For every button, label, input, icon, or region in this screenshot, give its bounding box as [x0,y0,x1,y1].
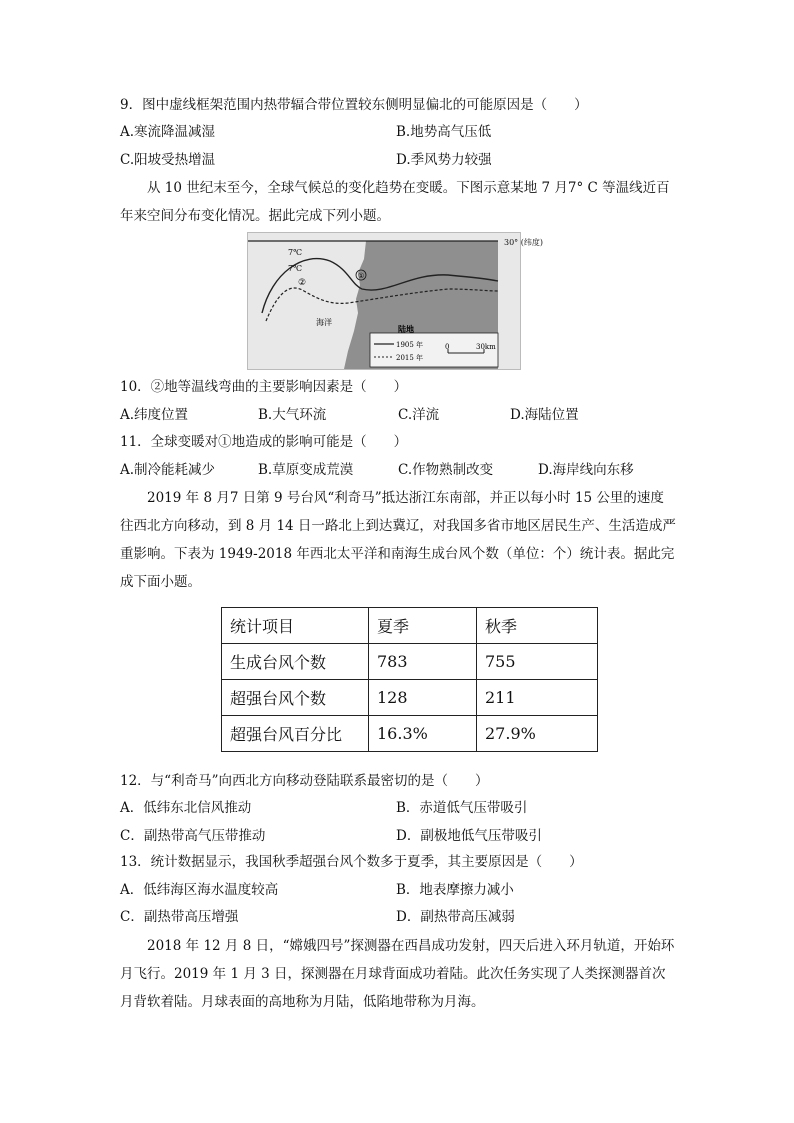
passage-typhoon: 2019 年 8 月7 日第 9 号台风“利奇马”抵达浙江东南部，并正以每小时 15 公里的速度往西北方向移动，到 8 月 14 日一路北上到达冀辽，对我国多省市地区居民生产、生活造成严重影响。下表为 1949-2018 年西北太平洋和南海生成台风个数（单位：个）统计表。据此完成下面小题。 [120,490,676,590]
table-cell: 超强台风个数 [222,680,369,716]
question-9-option-a[interactable]: A.寒流降温减湿 [120,124,216,140]
question-13-option-b[interactable]: B．地表摩擦力减小 [396,882,514,898]
table-header-cell: 秋季 [477,608,598,644]
typhoon-stats-table [221,607,598,752]
question-12-option-b[interactable]: B．赤道低气压带吸引 [396,800,528,816]
question-11-option-b[interactable]: B.草原变成荒漠 [258,462,354,478]
table-header-cell: 统计项目 [222,608,369,644]
scale-zero-label: 0 [445,343,450,351]
table-cell: 755 [477,644,598,680]
question-10-option-c[interactable]: C.洋流 [398,407,440,423]
isotherm-map [248,233,543,369]
question-10-stem: 10．②地等温线弯曲的主要影响因素是（ ） [120,379,408,395]
land-label: 陆地 [398,324,414,334]
table-row [222,644,598,680]
question-11-option-a[interactable]: A.制冷能耗减少 [120,462,216,478]
question-9-option-c[interactable]: C.阳坡受热增温 [120,152,216,168]
table-cell: 211 [477,680,598,716]
point-2-label: ② [298,278,307,288]
passage-change4: 2018 年 12 月 8 日，“嫦娥四号”探测器在西昌成功发射，四天后进入环月轨道，开始环月飞行。2019 年 1 月 3 日，探测器在月球背面成功着陆。此次任务实现了人类探测器首次月背软着陆。月球表面的高地称为月陆，低陷地带称为月海。 [120,938,675,1010]
table-header-row [222,608,598,644]
scale-end-label: 30km [476,343,496,351]
table-row [222,680,598,716]
question-13-option-d[interactable]: D．副热带高压减弱 [396,909,515,925]
table-cell: 超强台风百分比 [222,716,369,752]
legend-2015-label: 2015 年 [396,354,424,362]
table-header-cell: 夏季 [369,608,477,644]
question-11-option-c[interactable]: C.作物熟制改变 [398,462,494,478]
question-9-stem: 9．图中虚线框架范围内热带辐合带位置较东侧明显偏北的可能原因是（ ） [120,97,588,113]
question-12-stem: 12．与“利奇马”向西北方向移动登陆联系最密切的是（ ） [120,773,489,789]
passage-climate: 从 10 世纪末至今，全球气候总的变化趋势在变暖。下图示意某地 7 月7° C 等温线近百年来空间分布变化情况。据此完成下列小题。 [120,180,670,224]
ocean-label: 海洋 [316,318,332,327]
question-12-option-d[interactable]: D．副极地低气压带吸引 [396,828,542,844]
isotherm-2015-label: 7℃ [288,264,303,273]
point-1-label: ① [358,272,365,280]
table-cell: 27.9% [477,716,598,752]
question-13-stem: 13．统计数据显示，我国秋季超强台风个数多于夏季，其主要原因是（ ） [120,854,583,870]
question-9-option-d[interactable]: D.季风势力较强 [396,152,492,168]
question-9-option-b[interactable]: B.地势高气压低 [396,124,492,140]
question-10-option-b[interactable]: B.大气环流 [258,407,327,423]
table-row [222,716,598,752]
question-12-option-a[interactable]: A．低纬东北信风推动 [120,800,252,816]
question-13-option-a[interactable]: A．低纬海区海水温度较高 [120,882,279,898]
table-cell: 生成台风个数 [222,644,369,680]
latitude-label: 30° (纬度) [504,238,543,247]
question-11-option-d[interactable]: D.海岸线向东移 [538,462,634,478]
question-13-option-c[interactable]: C．副热带高压增强 [120,909,239,925]
legend-1905-label: 1905 年 [396,341,424,349]
table-cell: 128 [369,680,477,716]
question-10-option-a[interactable]: A.纬度位置 [120,407,189,423]
table-cell: 783 [369,644,477,680]
question-12-option-c[interactable]: C．副热带高气压带推动 [120,828,266,844]
question-11-stem: 11．全球变暖对①地造成的影响可能是（ ） [120,434,408,450]
table-cell: 16.3% [369,716,477,752]
isotherm-1905-label: 7℃ [288,248,303,257]
question-10-option-d[interactable]: D.海陆位置 [510,407,579,423]
isotherm-map-figure [247,232,543,370]
